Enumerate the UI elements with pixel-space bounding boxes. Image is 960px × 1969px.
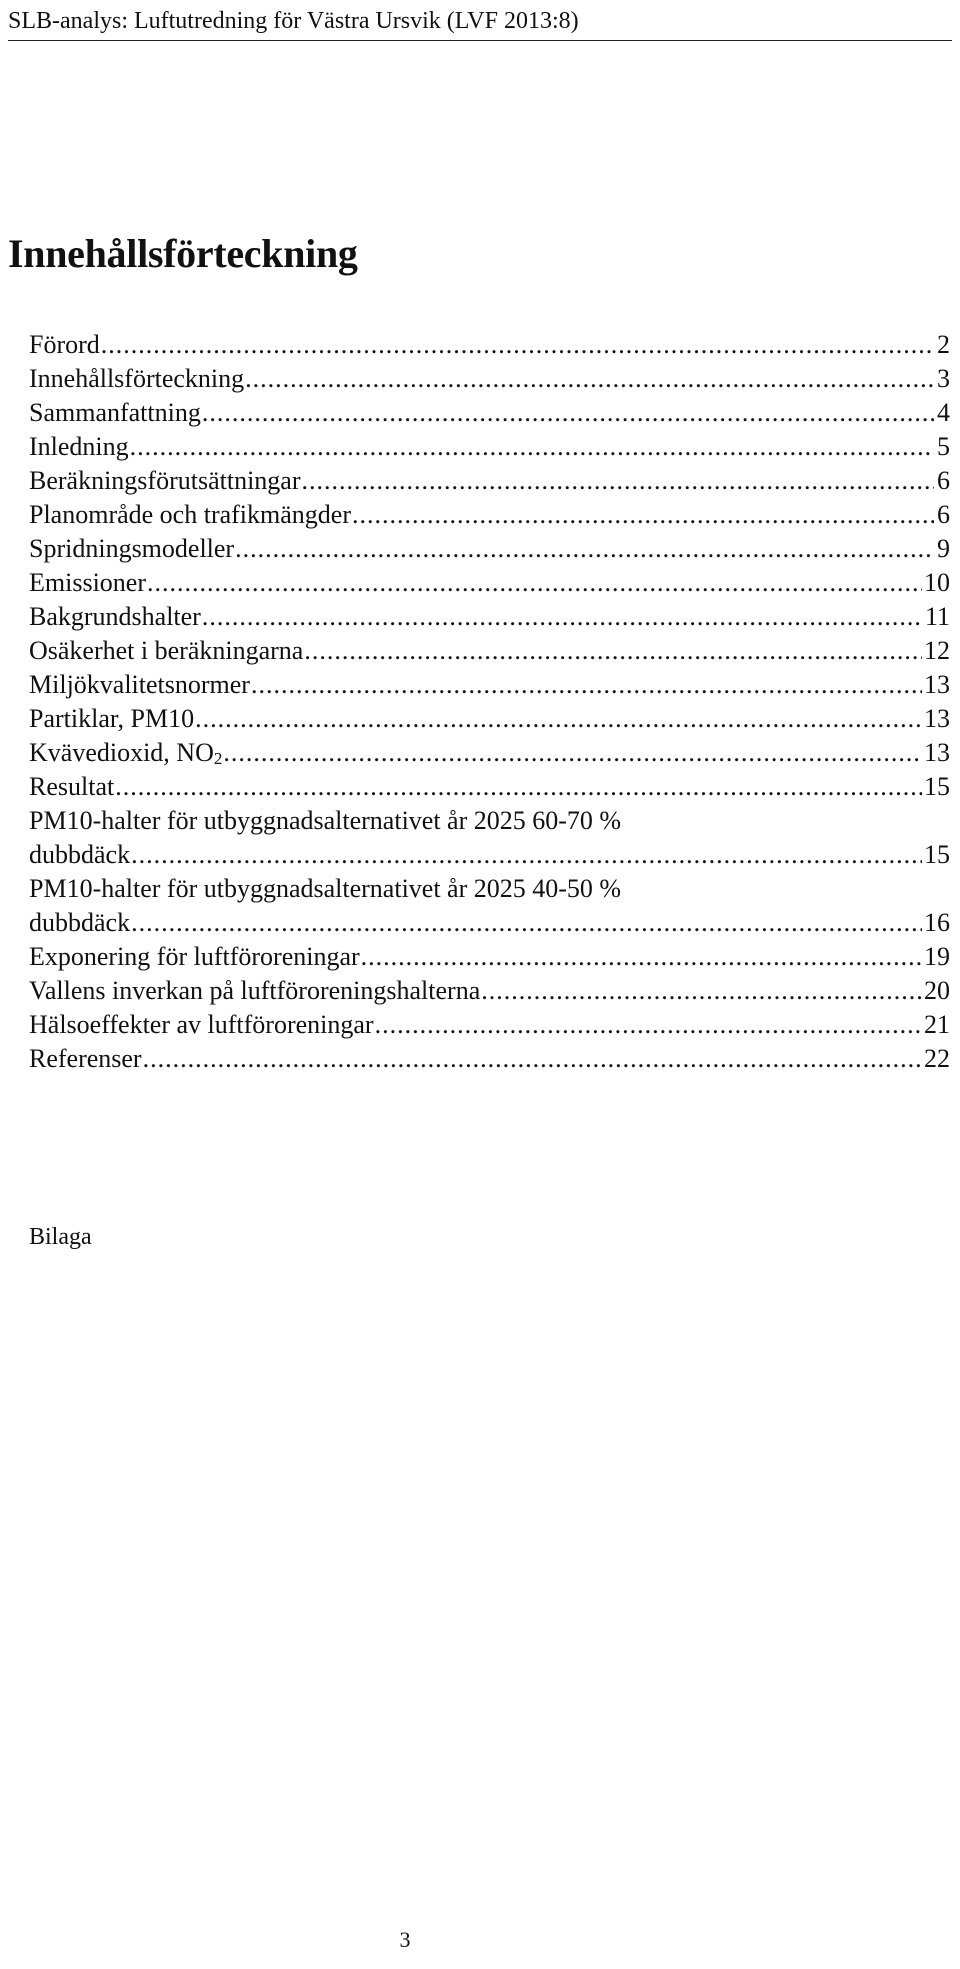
toc-entry-page: 15 xyxy=(924,840,950,869)
toc-entry-page: 13 xyxy=(924,738,950,767)
toc-entry-title: Partiklar, PM10 xyxy=(29,704,195,733)
toc-entry-bakgrundshalter[interactable] xyxy=(29,600,950,634)
dot-leader xyxy=(202,396,934,430)
toc-entry-title: Referenser xyxy=(29,1044,142,1073)
page-number: 3 xyxy=(399,1927,411,1952)
table-of-contents xyxy=(29,328,950,1076)
toc-entry-page: 11 xyxy=(924,602,950,631)
toc-entry-page: 19 xyxy=(924,942,950,971)
dot-leader xyxy=(375,1008,922,1042)
toc-entry-spridningsmodeller[interactable] xyxy=(29,532,950,566)
toc-entry-title-line2: dubbdäck xyxy=(29,840,131,869)
dot-leader xyxy=(361,940,922,974)
dot-leader xyxy=(131,906,922,940)
toc-entry-page: 21 xyxy=(924,1010,950,1039)
toc-entry-page: 12 xyxy=(924,636,950,665)
toc-entry-page: 5 xyxy=(937,432,950,461)
toc-entry-title: Bakgrundshalter xyxy=(29,602,201,631)
dot-leader xyxy=(302,464,935,498)
toc-entry-title: Exponering för luftföroreningar xyxy=(29,942,360,971)
toc-entry-forord[interactable] xyxy=(29,328,950,362)
toc-entry-halsoeffekter[interactable] xyxy=(29,1008,950,1042)
toc-entry-page: 10 xyxy=(924,568,950,597)
toc-entry-title-line2: dubbdäck xyxy=(29,908,131,937)
toc-entry-osakerhet[interactable] xyxy=(29,634,950,668)
toc-entry-title: Resultat xyxy=(29,772,115,801)
toc-entry-partiklar[interactable] xyxy=(29,702,950,736)
toc-entry-kvavedioxid[interactable] xyxy=(29,736,950,770)
toc-entry-title: Spridningsmodeller xyxy=(29,534,235,563)
subscript-text: 2 xyxy=(213,749,223,768)
toc-entry-title: Innehållsförteckning xyxy=(29,364,245,393)
toc-entry-page: 13 xyxy=(924,704,950,733)
toc-entry-title: Miljökvalitetsnormer xyxy=(29,670,250,699)
dot-leader xyxy=(235,532,934,566)
dot-leader xyxy=(131,838,922,872)
toc-entry-referenser[interactable] xyxy=(29,1042,950,1076)
toc-entry-title: Förord xyxy=(29,330,100,359)
dot-leader xyxy=(147,566,922,600)
dot-leader xyxy=(202,600,923,634)
toc-entry-miljokvalitetsnormer[interactable] xyxy=(29,668,950,702)
toc-entry-pm10-60-70[interactable] xyxy=(29,804,950,872)
toc-entry-vallens-inverkan[interactable] xyxy=(29,974,950,1008)
toc-entry-title: Vallens inverkan på luftföroreningshalterna xyxy=(29,976,481,1005)
toc-entry-emissioner[interactable] xyxy=(29,566,950,600)
toc-entry-pm10-40-50[interactable] xyxy=(29,872,950,940)
toc-entry-berakningsforutsattningar[interactable] xyxy=(29,464,950,498)
toc-entry-title: Hälsoeffekter av luftföroreningar xyxy=(29,1010,374,1039)
toc-entry-sammanfattning[interactable] xyxy=(29,396,950,430)
toc-entry-title: Emissioner xyxy=(29,568,146,597)
toc-entry-page: 6 xyxy=(937,466,950,495)
toc-entry-page: 13 xyxy=(924,670,950,699)
toc-entry-planomrade[interactable] xyxy=(29,498,950,532)
toc-entry-title: Inledning xyxy=(29,432,129,461)
dot-leader xyxy=(130,430,934,464)
toc-entry-title-line1: PM10-halter för utbyggnadsalternativet år 2025 40-50 % xyxy=(29,874,622,903)
toc-entry-title: Sammanfattning xyxy=(29,398,201,427)
dot-leader xyxy=(304,634,922,668)
dot-leader xyxy=(195,702,922,736)
dot-leader xyxy=(101,328,934,362)
toc-entry-title-line1: PM10-halter för utbyggnadsalternativet år 2025 60-70 % xyxy=(29,806,622,835)
appendix-label: Bilaga xyxy=(29,1224,92,1250)
toc-entry-title: Osäkerhet i beräkningarna xyxy=(29,636,304,665)
toc-entry-page: 9 xyxy=(937,534,950,563)
toc-entry-page: 6 xyxy=(937,500,950,529)
dot-leader xyxy=(115,770,922,804)
toc-entry-title-text: Kvävedioxid, NO xyxy=(29,738,214,767)
dot-leader xyxy=(223,736,922,770)
dot-leader xyxy=(245,362,934,396)
toc-entry-page: 2 xyxy=(937,330,950,359)
toc-entry-page: 16 xyxy=(924,908,950,937)
toc-entry-exponering[interactable] xyxy=(29,940,950,974)
toc-entry-page: 22 xyxy=(924,1044,950,1073)
toc-entry-page: 20 xyxy=(924,976,950,1005)
toc-entry-page: 15 xyxy=(924,772,950,801)
toc-entry-page: 3 xyxy=(937,364,950,393)
toc-entry-page: 4 xyxy=(937,398,950,427)
dot-leader xyxy=(481,974,922,1008)
running-header: SLB-analys: Luftutredning för Västra Ursvik (LVF 2013:8) xyxy=(8,4,952,41)
toc-heading: Innehållsförteckning xyxy=(8,231,358,276)
toc-entry-innehallsforteckning[interactable] xyxy=(29,362,950,396)
toc-entry-resultat[interactable] xyxy=(29,770,950,804)
toc-entry-title: Beräkningsförutsättningar xyxy=(29,466,301,495)
toc-entry-inledning[interactable] xyxy=(29,430,950,464)
toc-entry-title: Planområde och trafikmängder xyxy=(29,500,351,529)
dot-leader xyxy=(251,668,922,702)
dot-leader xyxy=(352,498,934,532)
dot-leader xyxy=(143,1042,922,1076)
